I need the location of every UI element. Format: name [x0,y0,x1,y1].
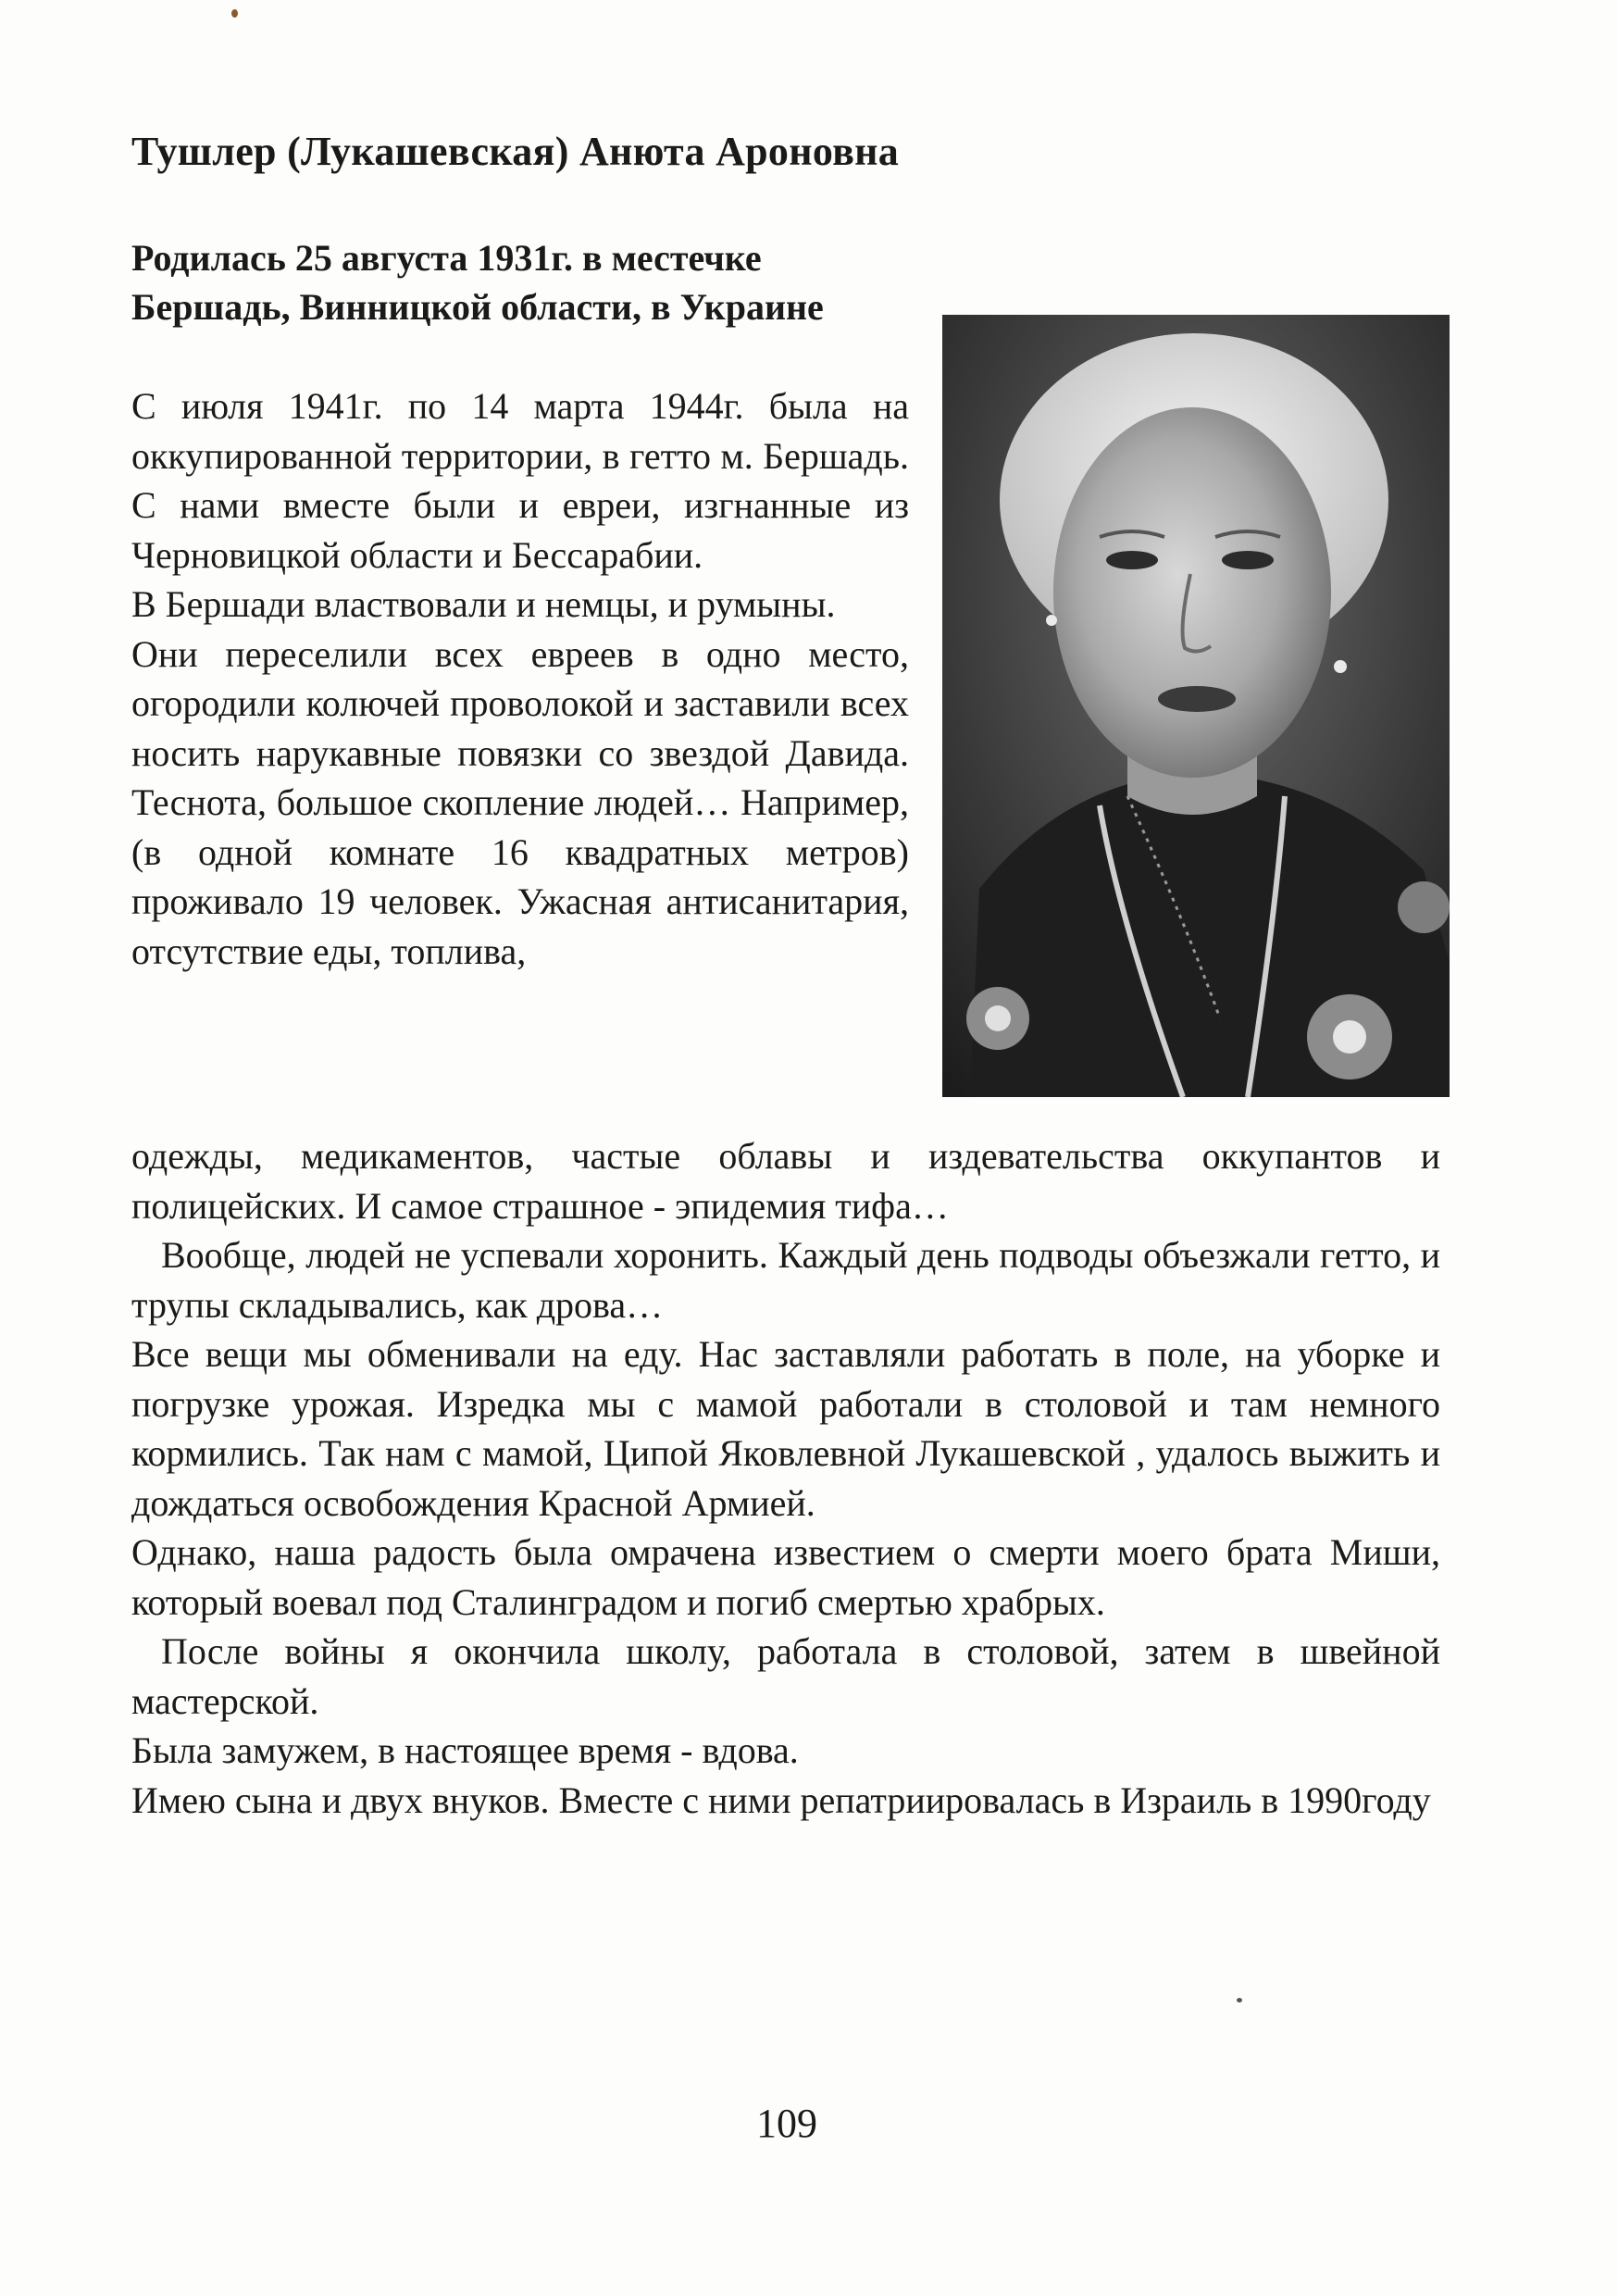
paragraph: После войны я окончила школу, работала в столовой, затем в швейной мастерской. [131,1630,1440,1722]
left-column-text [131,381,909,976]
paragraph: Имею сына и двух внуков. Вместе с ними репатриировалась в Израиль в 1990году [131,1778,1431,1821]
paragraph: Все вещи мы обменивали на еду. Нас заставляли работать в поле, на уборке и погрузке урожая. Изредка мы с мамой работали в столовой и там немного кормились. Так нам с мамой, Ципой Яковлевной Лукашевской , удалось выжить и дождаться освобождения Красной Армией. [131,1333,1440,1524]
paragraph: С июля 1941г. по 14 марта 1944г. была на оккупированной территории, в гетто м. Бершадь. С нами вместе были и евреи, изгнанные из Черновицкой области и Бессарабии. [131,385,909,576]
paper-speck [231,9,238,18]
birth-info: Родилась 25 августа 1931г. в местечке Бершадь, Винницкой области, в Украине [131,237,824,328]
person-name-title: Тушлер (Лукашевская) Анюта Ароновна [131,129,900,174]
paragraph: Они переселили всех евреев в одно место, огородили колючей проволокой и заставили всех носить нарукавные повязки со звездой Давида. Теснота, большое скопление людей… Например, (в одной комнате 16 квадратных метров) проживало 19 человек. Ужасная антисанитария, отсутствие еды, топлива, [131,632,909,972]
paragraph: одежды, медикаментов, частые облавы и издевательства оккупантов и полицейских. И самое страшное - эпидемия тифа… [131,1135,1440,1227]
paragraph: Была замужем, в настоящее время - вдова. [131,1729,799,1771]
paragraph: Однако, наша радость была омрачена известием о смерти моего брата Миши, который воевал под Сталинградом и погиб смертью храбрых. [131,1531,1440,1623]
full-width-text [131,1131,1440,1825]
paragraph: В Бершади властвовали и немцы, и румыны. [131,583,836,625]
paragraph: Вообще, людей не успевали хоронить. Каждый день подводы объезжали гетто, и трупы складывались, как дрова… [131,1234,1440,1326]
paper-speck [1237,1998,1242,2003]
page-number: 109 [756,2101,817,2146]
portrait-photo [942,315,1450,1097]
portrait-image [942,315,1450,1097]
